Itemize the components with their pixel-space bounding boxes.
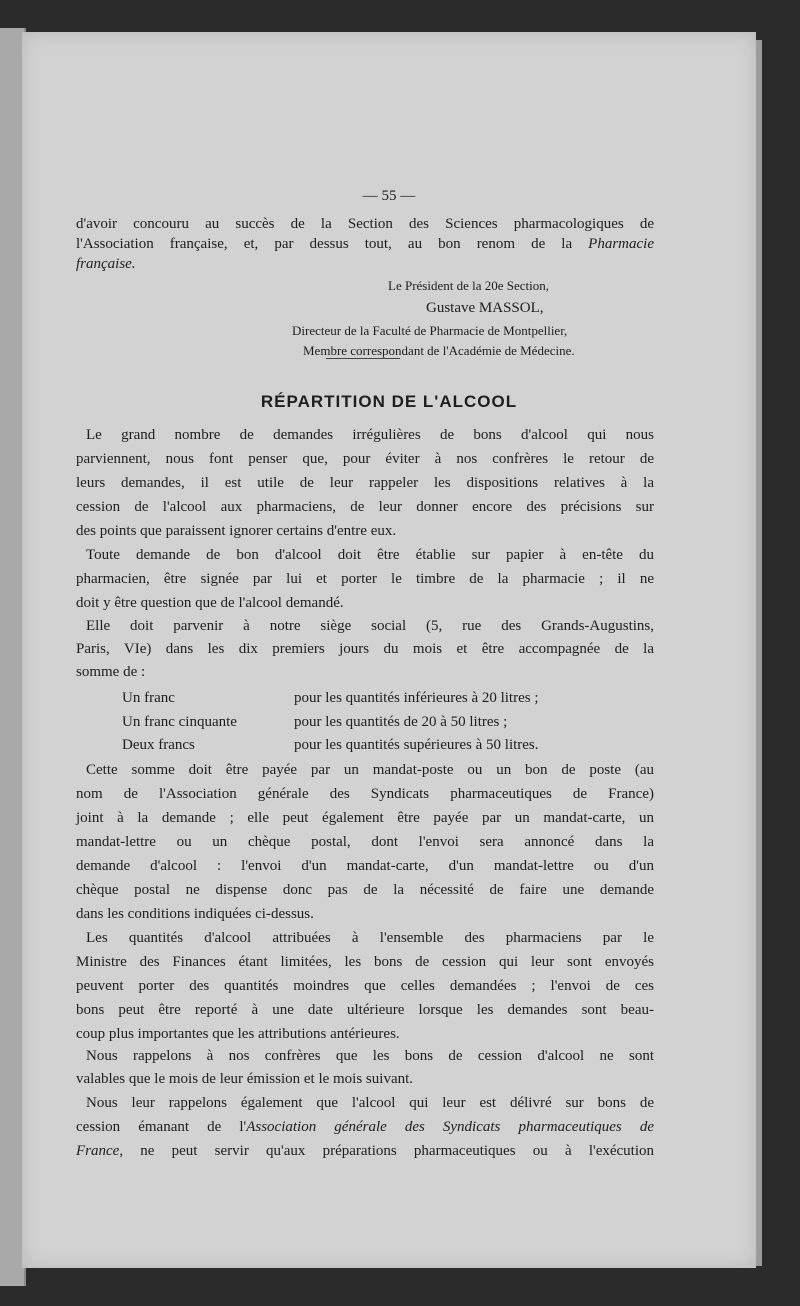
intro-line: d'avoir concouru au succès de la Section des Sciences pharmacologiques de: [76, 216, 654, 232]
body-line: Nous leur rappelons également que l'alcool qui leur est délivré sur bons de: [86, 1095, 654, 1111]
fee-desc: pour les quantités de 20 à 50 litres ;: [294, 714, 508, 730]
fee-row: [122, 712, 507, 732]
body-line: Paris, VIe) dans les dix premiers jours du mois et être accompagnée de la: [76, 641, 654, 657]
body-line: Ministre des Finances étant limitées, les bons de cession qui leur sont envoyés: [76, 954, 654, 970]
body-line: bons peut être reporté à une date ultérieure lorsque les demandes sont beau-: [76, 1002, 654, 1018]
body-line: Le grand nombre de demandes irrégulières de bons d'alcool qui nous: [86, 427, 654, 443]
body-text: , ne peut servir qu'aux préparations pharmaceutiques ou à l'exécution: [119, 1143, 654, 1159]
divider: [326, 358, 400, 359]
body-text: cession émanant de l': [76, 1119, 247, 1135]
body-line: Les quantités d'alcool attribuées à l'ensemble des pharmaciens par le: [86, 930, 654, 946]
document-page: [22, 32, 756, 1268]
body-line: demande d'alcool : l'envoi d'un mandat-carte, d'un mandat-lettre ou d'un: [76, 858, 654, 874]
body-italic: Association générale des Syndicats pharmaceutiques de: [246, 1119, 655, 1135]
body-line: coup plus importantes que les attributions antérieures.: [76, 1026, 400, 1042]
body-italic: France: [76, 1143, 120, 1159]
fee-amount: Deux francs: [122, 737, 195, 753]
fee-amount: Un franc: [122, 690, 175, 706]
intro-line: [76, 234, 654, 254]
body-line: Nous rappelons à nos confrères que les bons de cession d'alcool ne sont: [86, 1048, 654, 1064]
fee-row: [122, 735, 539, 755]
body-line: chèque postal ne dispense donc pas de la nécessité de faire une demande: [76, 882, 654, 898]
body-line: nom de l'Association générale des Syndicats pharmaceutiques de France): [76, 786, 654, 802]
body-line: joint à la demande ; elle peut également être payée par un mandat-carte, un: [76, 810, 654, 826]
body-line: Cette somme doit être payée par un mandat-poste ou un bon de poste (au: [86, 762, 654, 778]
body-line: valables que le mois de leur émission et le mois suivant.: [76, 1071, 414, 1087]
right-page-edge: [756, 40, 762, 1266]
signature-title: Directeur de la Faculté de Pharmacie de Montpellier,: [292, 323, 568, 338]
signature-name: Gustave MASSOL,: [426, 300, 544, 316]
body-line: doit y être question que de l'alcool demandé.: [76, 595, 344, 611]
body-line: [76, 1141, 654, 1161]
body-line: des points que paraissent ignorer certains d'entre eux.: [76, 523, 397, 539]
intro-text: l'Association française, et, par dessus tout, au bon renom de la: [76, 236, 589, 252]
body-line: somme de :: [76, 664, 146, 680]
section-heading: RÉPARTITION DE L'ALCOOL: [260, 392, 518, 411]
body-line: [76, 1117, 654, 1137]
body-line: pharmacien, être signée par lui et porter le timbre de la pharmacie ; il ne: [76, 571, 654, 587]
body-line: mandat-lettre ou un chèque postal, dont l'envoi sera annoncé dans la: [76, 834, 654, 850]
body-line: cession de l'alcool aux pharmaciens, de leur donner encore des précisions sur: [76, 499, 654, 515]
signature-title: Membre correspondant de l'Académie de Médecine.: [303, 343, 575, 358]
body-line: Elle doit parvenir à notre siège social (5, rue des Grands-Augustins,: [86, 618, 654, 634]
intro-italic: Pharmacie: [588, 236, 654, 252]
fee-desc: pour les quantités supérieures à 50 litres.: [294, 737, 539, 753]
fee-desc: pour les quantités inférieures à 20 litres ;: [294, 690, 539, 706]
intro-line: française.: [76, 256, 136, 272]
body-line: dans les conditions indiquées ci-dessus.: [76, 906, 314, 922]
fee-amount: Un franc cinquante: [122, 714, 237, 730]
page-number: — 55 —: [362, 188, 416, 204]
signature-role: Le Président de la 20e Section,: [388, 278, 550, 293]
body-line: leurs demandes, il est utile de leur rappeler les dispositions relatives à la: [76, 475, 654, 491]
body-line: Toute demande de bon d'alcool doit être établie sur papier à en-tête du: [86, 547, 654, 563]
body-line: peuvent porter des quantités moindres que celles demandées ; l'envoi de ces: [76, 978, 654, 994]
fee-row: [122, 688, 539, 708]
body-line: parviennent, nous font penser que, pour éviter à nos confrères le retour de: [76, 451, 654, 467]
